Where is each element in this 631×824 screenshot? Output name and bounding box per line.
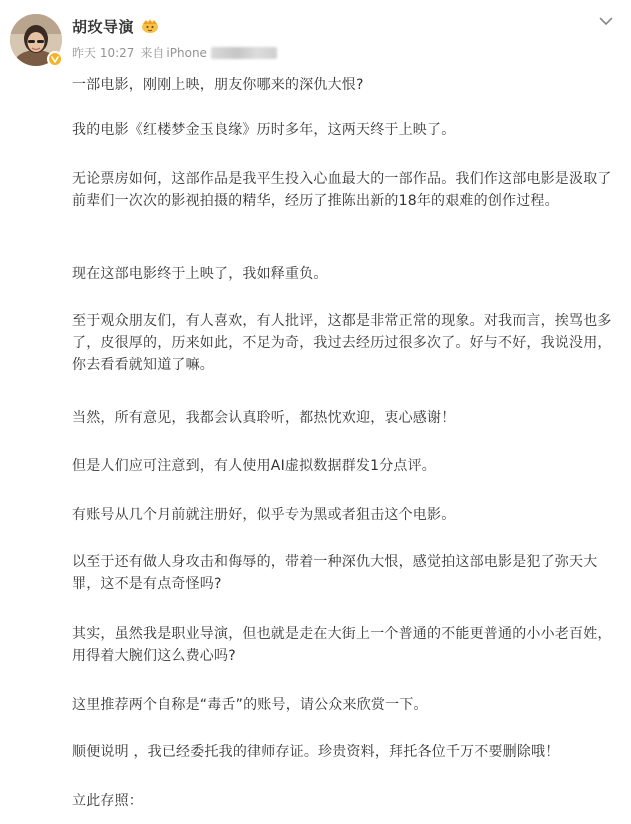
redacted-source-detail	[211, 47, 277, 59]
author-row	[72, 15, 161, 37]
post-paragraph: 一部电影，刚刚上映，朋友你哪来的深仇大恨?	[72, 77, 364, 93]
post-paragraph: 但是人们应可注意到，有人使用AI虚拟数据群发1分点评。	[72, 458, 437, 474]
author-name[interactable]: 胡玫导演	[72, 17, 135, 36]
post-paragraph: 至于观众朋友们，有人喜欢，有人批评，这都是非常正常的现象。对我而言，挨骂也多了，皮很厚的，历来如此，不足为奇，我过去经历过很多次了。好与不好，我说没用，你去看看就知道了嘛。	[72, 313, 612, 373]
post-paragraph: 我的电影《红楼梦金玉良缘》历时多年，这两天终于上映了。	[72, 122, 456, 138]
fan-badge-icon[interactable]	[139, 18, 161, 34]
avatar[interactable]	[10, 14, 62, 66]
post-paragraph: 以至于还有做人身攻击和侮辱的，带着一种深仇大恨，感觉拍这部电影是犯了弥天大罪，这不是有点奇怪吗?	[72, 554, 598, 592]
source-prefix: 来自	[140, 46, 165, 60]
chevron-down-icon[interactable]	[597, 12, 615, 30]
post-paragraph: 其实，虽然我是职业导演，但也就是走在大街上一个普通的不能更普通的小小老百姓，用得着大腕们这么费心吗?	[72, 626, 612, 664]
post-meta	[72, 44, 277, 61]
post-paragraph: 当然，所有意见，我都会认真聆听，都热忱欢迎，衷心感谢！	[72, 410, 456, 426]
post-paragraph: 这里推荐两个自称是“毒舌”的账号，请公众来欣赏一下。	[72, 697, 428, 713]
post-time[interactable]: 昨天 10:27	[72, 46, 135, 60]
verified-badge-icon	[47, 51, 63, 67]
post-source: iPhone	[166, 45, 207, 60]
post-paragraph: 有账号从几个月前就注册好，似乎专为黑或者狙击这个电影。	[72, 507, 456, 523]
post-paragraph: 顺便说明 ，我已经委托我的律师存证。珍贵资料，拜托各位千万不要删除哦！	[72, 744, 560, 760]
post-paragraph: 现在这部电影终于上映了，我如释重负。	[72, 266, 328, 282]
post-paragraph: 无论票房如何，这部作品是我平生投入心血最大的一部作品。我们作这部电影是汲取了前辈们一次次的影视拍摄的精华，经历了推陈出新的18年的艰难的创作过程。	[72, 171, 612, 209]
post-paragraph: 立此存照：	[72, 793, 143, 809]
